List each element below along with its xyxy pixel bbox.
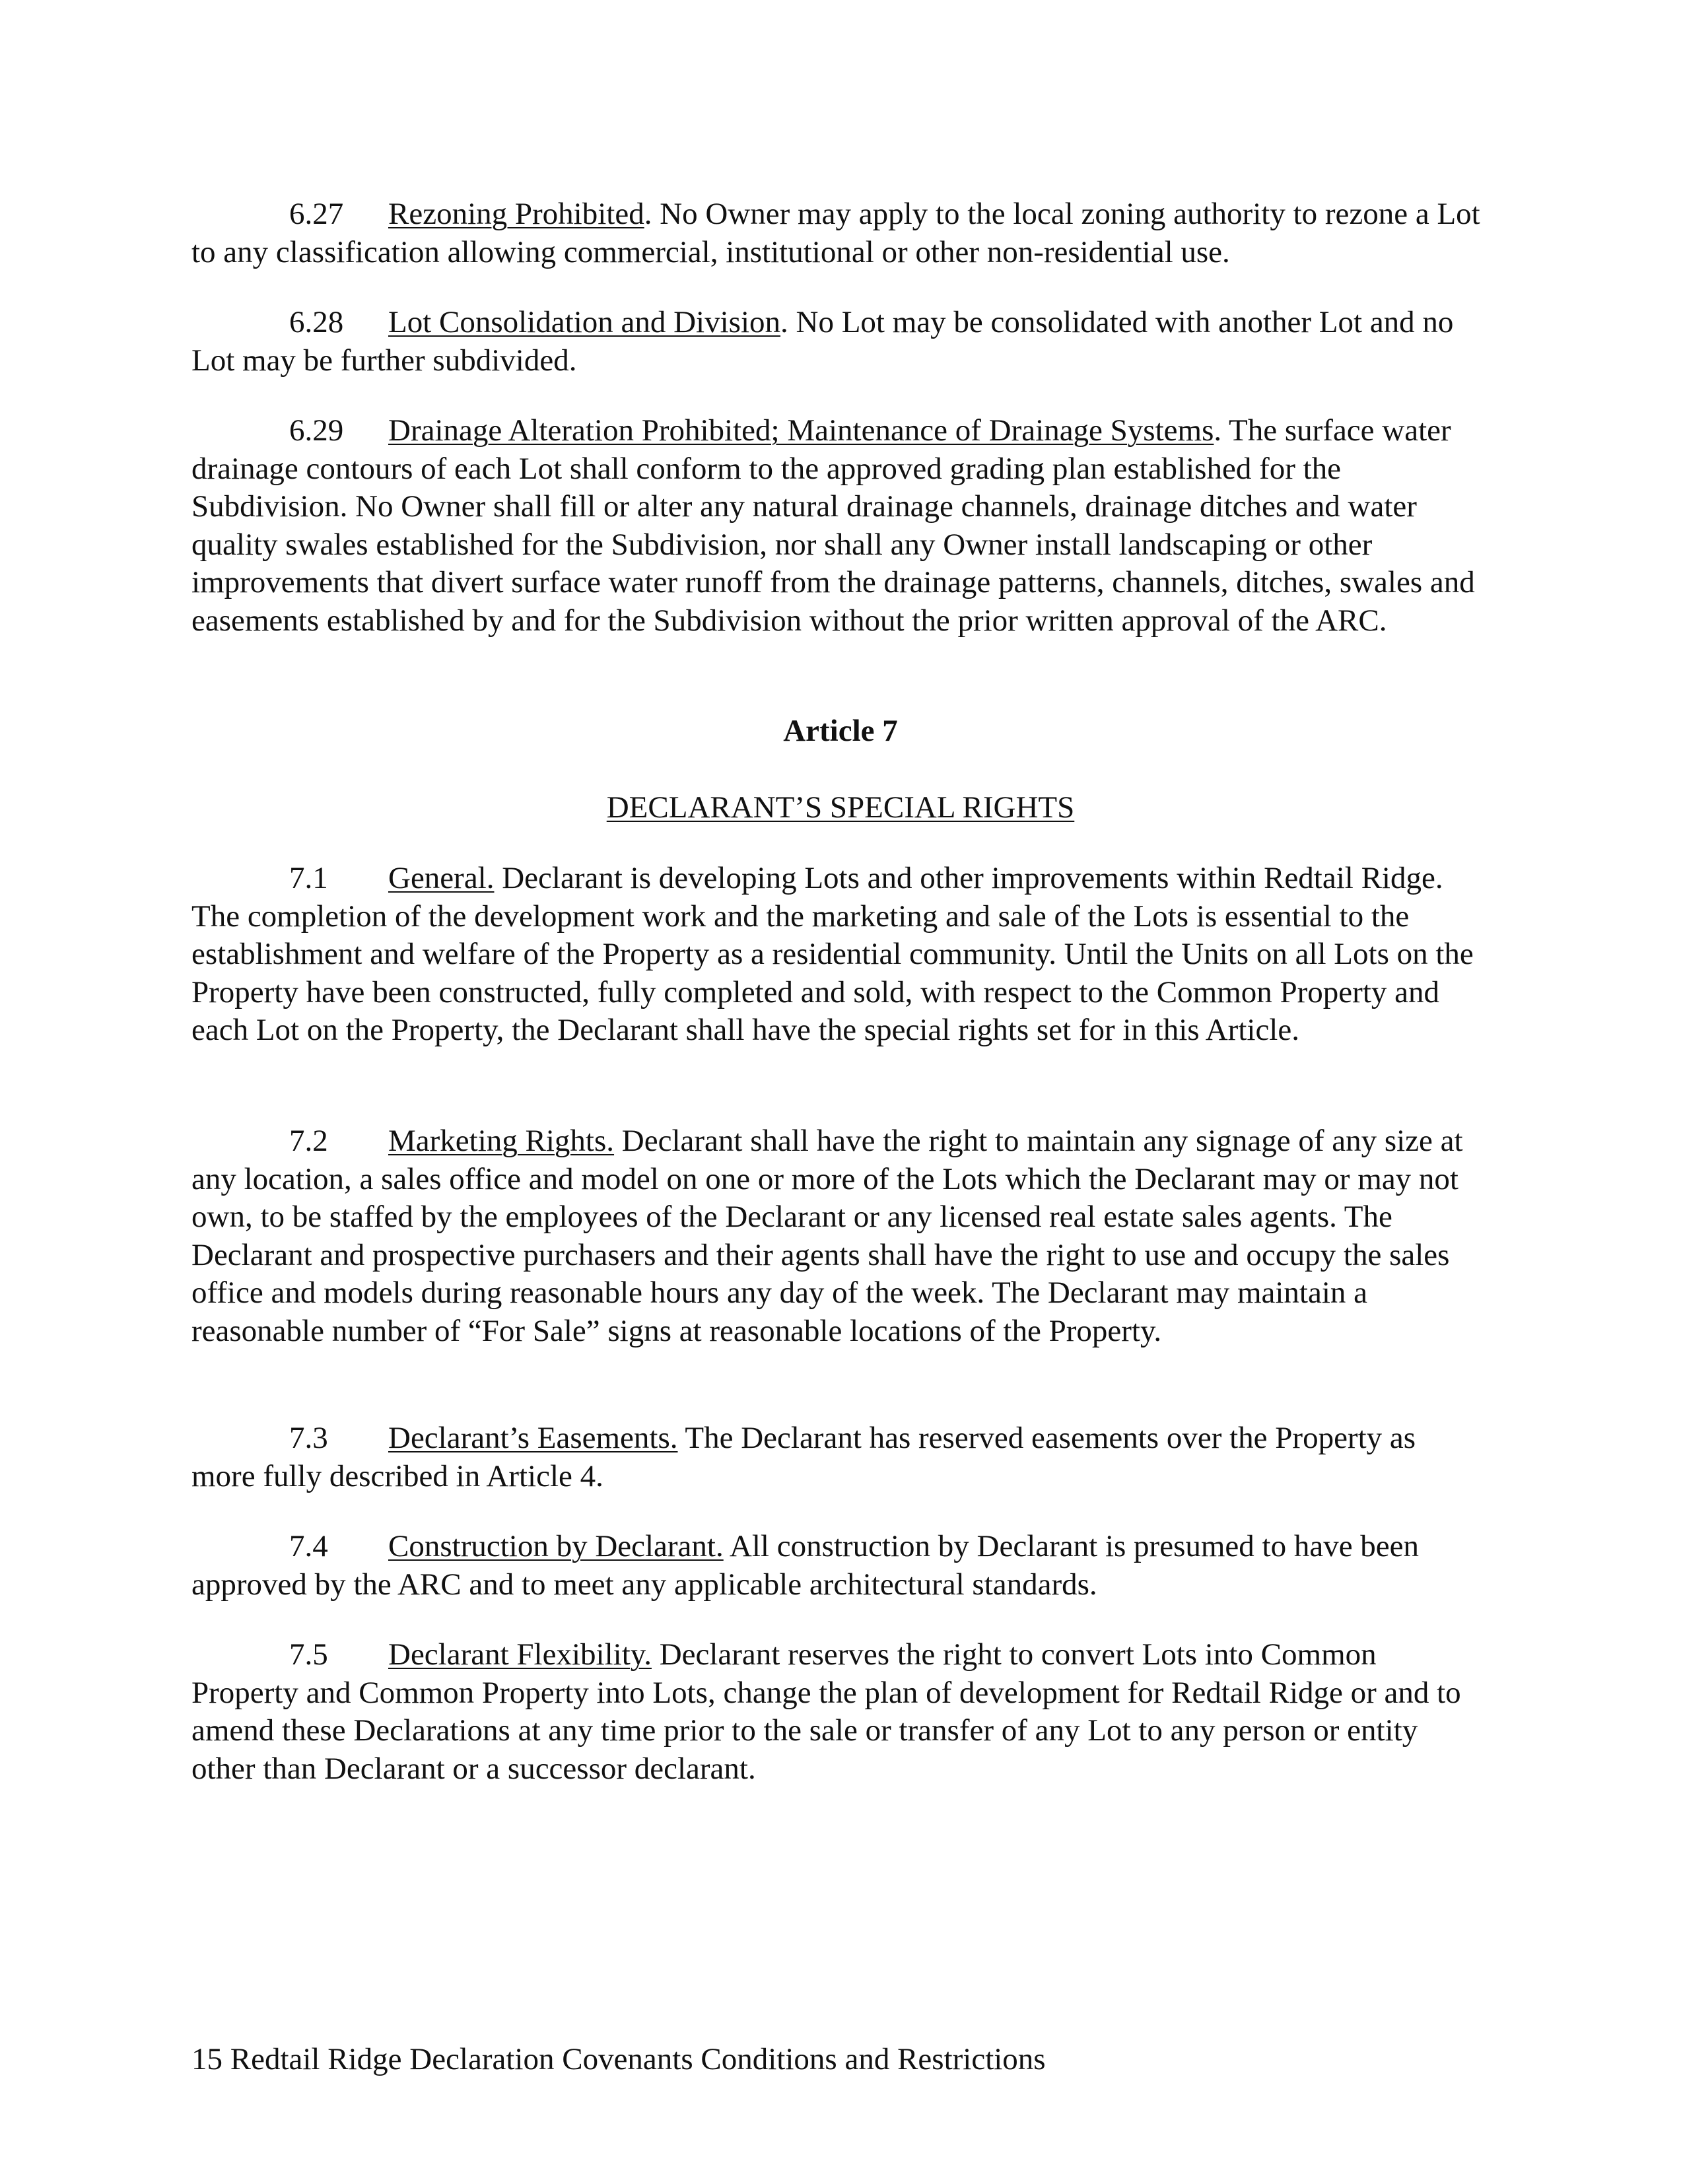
article-subtitle-text: DECLARANT’S SPECIAL RIGHTS — [606, 790, 1075, 825]
section-heading: Declarant’s Easements. — [388, 1421, 678, 1455]
section-heading: Lot Consolidation and Division — [388, 305, 781, 339]
section-body: The Declarant has reserved easements over the Property as more fully described in Article 4. — [191, 1421, 1416, 1493]
section-7-2 — [191, 1122, 1486, 1350]
page-footer: 15 Redtail Ridge Declaration Covenants Conditions and Restrictions — [191, 2042, 1046, 2076]
section-7-4 — [191, 1528, 1486, 1604]
section-body: Declarant is developing Lots and other improvements within Redtail Ridge. The completion of the development work and the marketing and sale of the Lots is essential to the establishment and welfare of the Property as a residential community. Until the Units on all Lots on the Property have been constructed, fully completed and sold, with respect to the Common Property and each Lot on the Property, the Declarant shall have the special rights set for in this Article. — [191, 861, 1474, 1047]
section-body: No Lot may be consolidated with another Lot and no Lot may be further subdivided. — [191, 305, 1454, 378]
section-number: 6.28 — [289, 305, 344, 339]
section-body: Declarant reserves the right to convert Lots into Common Property and Common Property into Lots, change the plan of development for Redtail Ridge or and to amend these Declarations at any time prior to the sale or transfer of any Lot to any person or entity other than Declarant or a successor declarant. — [191, 1637, 1461, 1786]
section-6-29 — [191, 412, 1486, 640]
section-number: 7.2 — [289, 1124, 328, 1158]
section-body: All construction by Declarant is presumed to have been approved by the ARC and to meet any applicable architectural standards. — [191, 1529, 1420, 1602]
section-number: 7.3 — [289, 1421, 328, 1455]
section-number: 7.5 — [289, 1637, 328, 1672]
section-heading: Declarant Flexibility. — [388, 1637, 652, 1672]
section-number: 7.1 — [289, 861, 328, 895]
section-body: No Owner may apply to the local zoning authority to rezone a Lot to any classification allowing commercial, institutional or other non-residential use. — [191, 197, 1480, 269]
section-7-5 — [191, 1636, 1486, 1788]
section-number: 6.29 — [289, 413, 344, 448]
section-6-27 — [191, 195, 1486, 271]
section-7-3 — [191, 1419, 1486, 1495]
section-number: 6.27 — [289, 197, 344, 231]
section-heading-punct: . — [1214, 413, 1222, 448]
section-6-28 — [191, 304, 1486, 380]
section-heading: Drainage Alteration Prohibited; Maintenance of Drainage Systems — [388, 413, 1214, 448]
section-heading-punct: . — [644, 197, 652, 231]
section-number: 7.4 — [289, 1529, 328, 1563]
section-heading-punct: . — [780, 305, 788, 339]
section-heading: Rezoning Prohibited — [388, 197, 644, 231]
section-heading: Construction by Declarant. — [388, 1529, 724, 1563]
section-7-1 — [191, 860, 1486, 1050]
article-subtitle — [0, 790, 1681, 825]
section-heading: Marketing Rights. — [388, 1124, 615, 1158]
section-body: The surface water drainage contours of each Lot shall conform to the approved grading plan established for the Subdivision. No Owner shall fill or alter any natural drainage channels, drainage ditches and water quality swales established for the Subdivision, nor shall any Owner install landscaping or other improvements that divert surface water runoff from the drainage patterns, channels, ditches, swales and easements established by and for the Subdivision without the prior written approval of the ARC. — [191, 413, 1475, 638]
section-body: Declarant shall have the right to maintain any signage of any size at any location, a sales office and model on one or more of the Lots which the Declarant may or may not own, to be staffed by the employees of the Declarant or any licensed real estate sales agents. The Declarant and prospective purchasers and their agents shall have the right to use and occupy the sales office and models during reasonable hours any day of the week. The Declarant may maintain a reasonable number of “For Sale” signs at reasonable locations of the Property. — [191, 1124, 1463, 1348]
section-heading: General. — [388, 861, 495, 895]
article-title: Article 7 — [783, 714, 898, 748]
